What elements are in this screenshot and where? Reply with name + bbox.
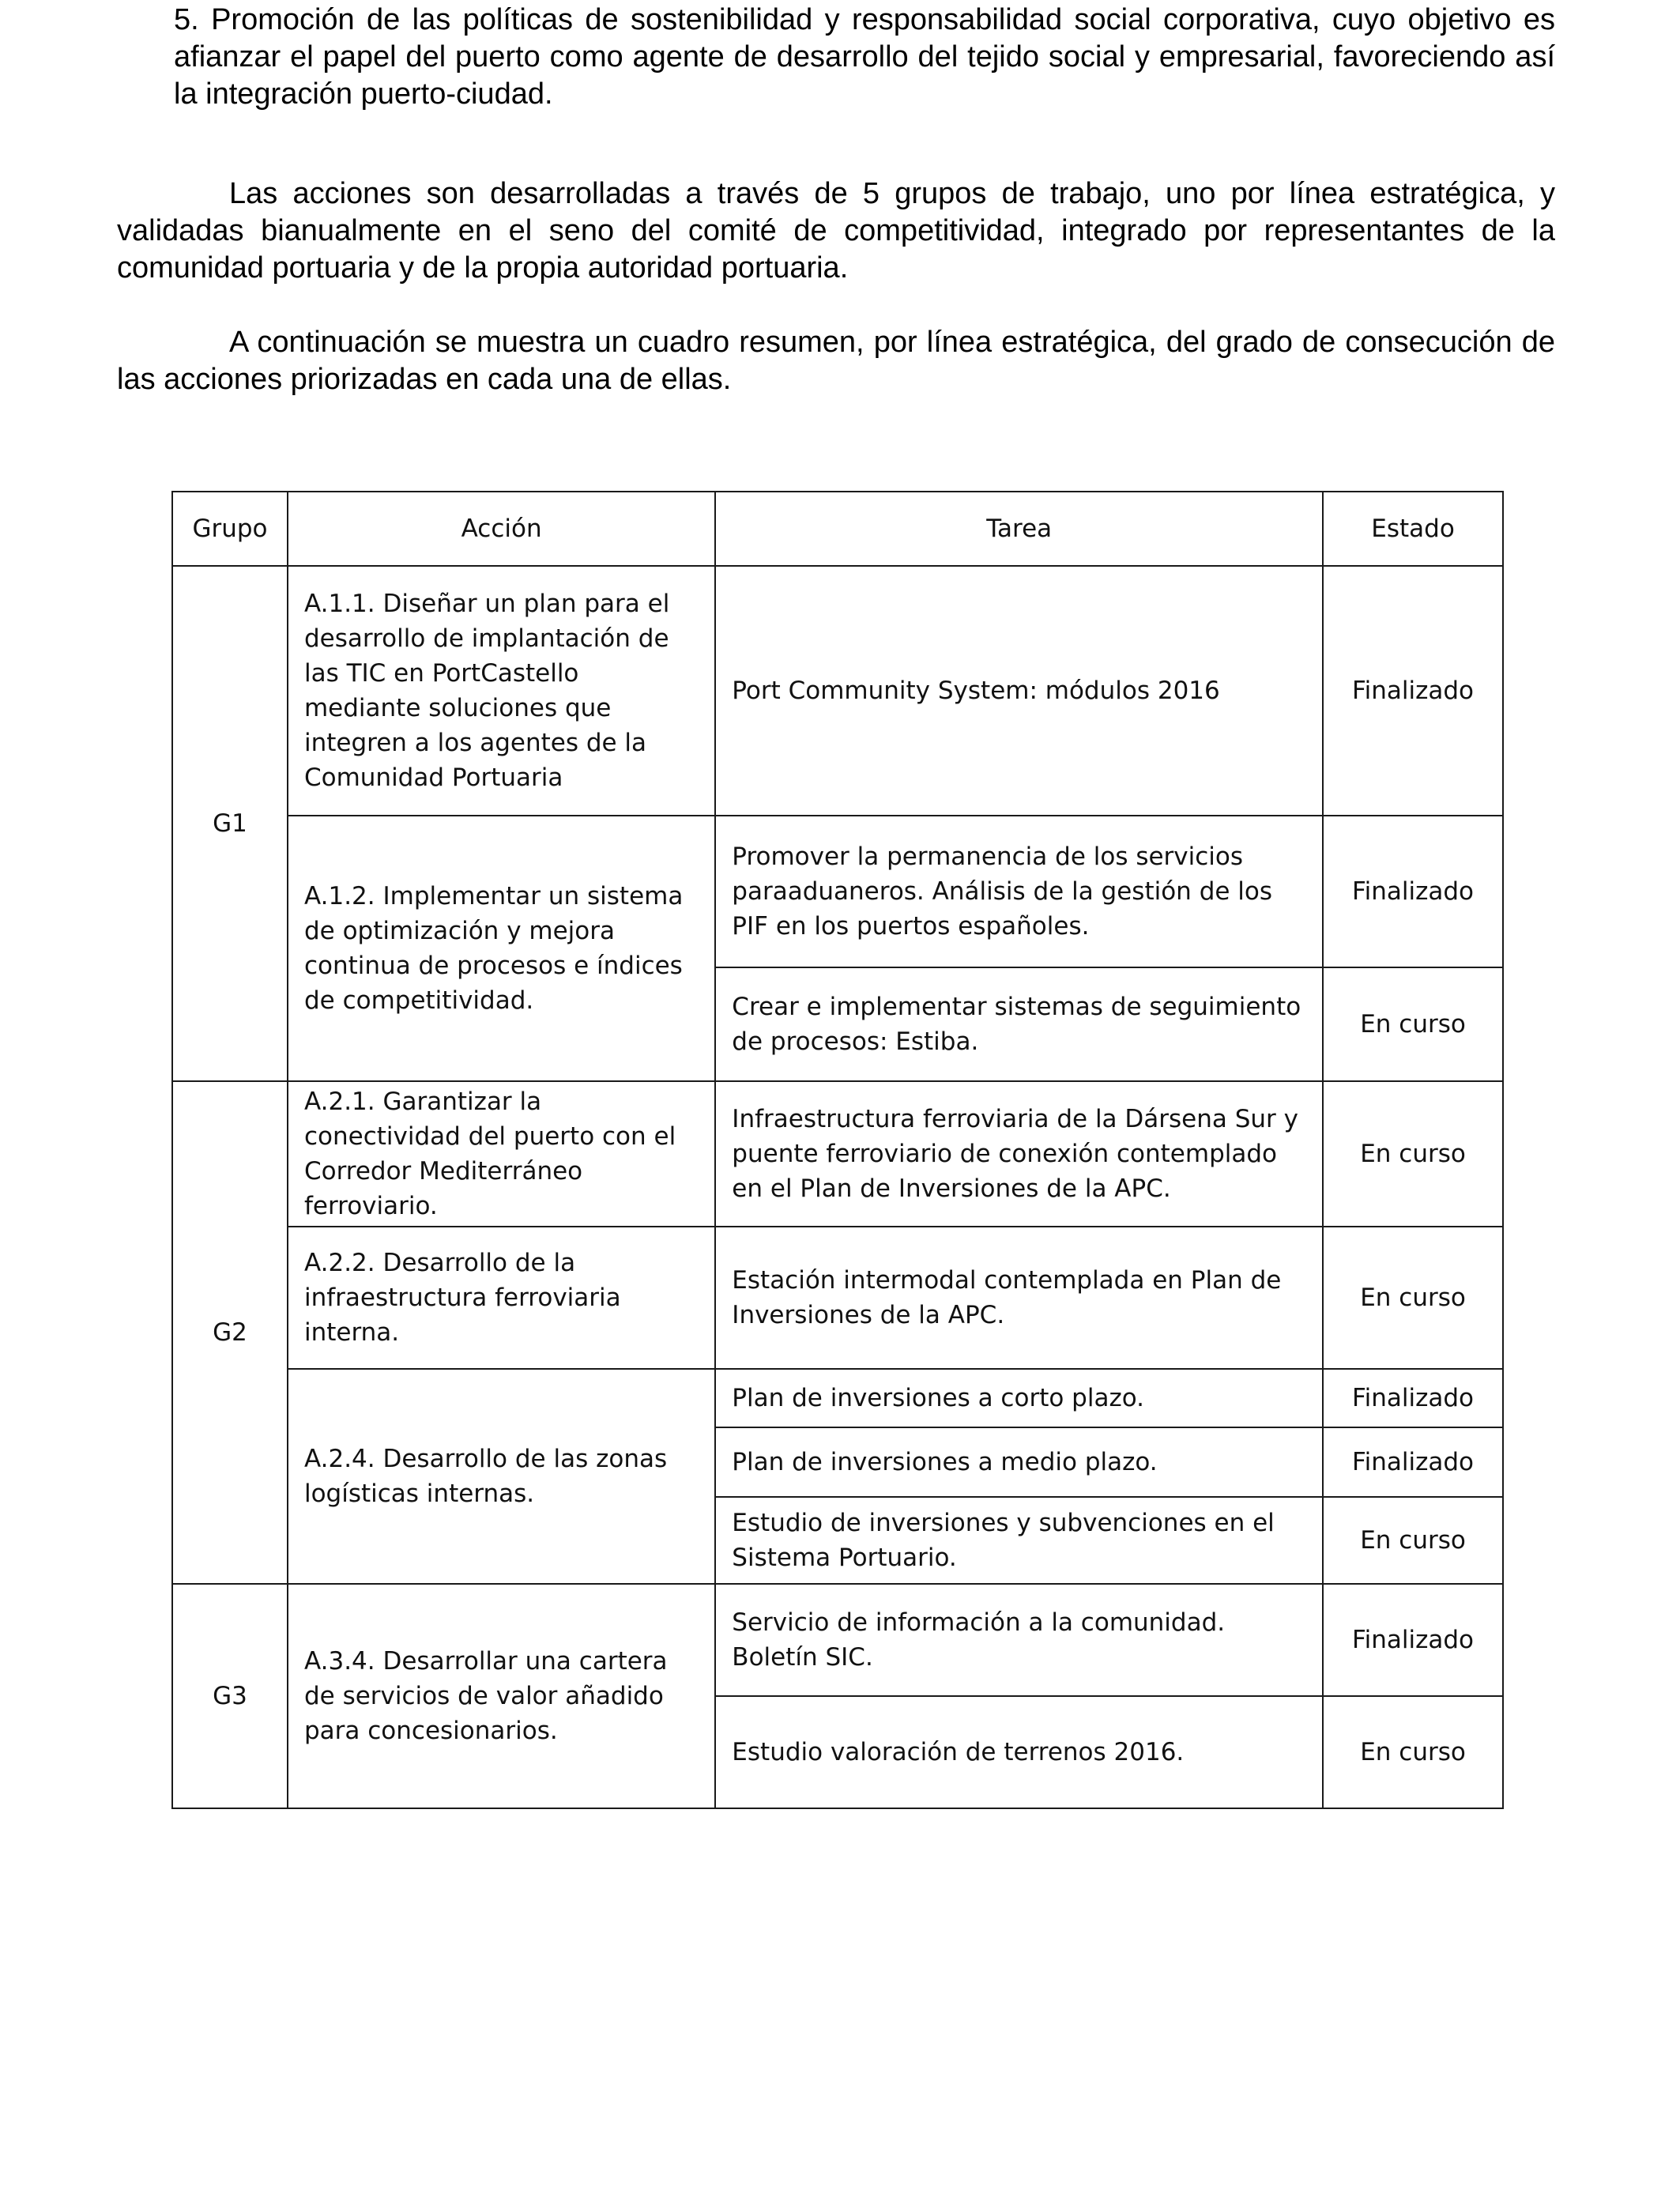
- paragraph-item-5: [174, 2, 1555, 113]
- tarea-cell: Estudio de inversiones y subvenciones en el Sistema Portuario.: [715, 1497, 1323, 1584]
- table-row: [172, 1081, 1503, 1227]
- group-cell: G3: [172, 1584, 288, 1808]
- estado-cell: Finalizado: [1323, 816, 1503, 967]
- table-row: [172, 1584, 1503, 1696]
- paragraph-acciones: Las acciones son desarrolladas a través de 5 grupos de trabajo, uno por línea estratégica, y validadas bianualmente en el seno del comité de competitividad, integrado por representantes de la comunidad portuaria y de la propia autoridad portuaria.: [117, 177, 1555, 285]
- header-grupo: Grupo: [172, 492, 288, 566]
- tarea-cell: Estación intermodal contemplada en Plan de Inversiones de la APC.: [715, 1227, 1323, 1369]
- group-cell: G1: [172, 566, 288, 1081]
- tarea-cell: Estudio valoración de terrenos 2016.: [715, 1696, 1323, 1808]
- accion-cell: A.2.2. Desarrollo de la infraestructura ferroviaria interna.: [288, 1227, 715, 1369]
- estado-cell: En curso: [1323, 967, 1503, 1081]
- table-row: [172, 816, 1503, 967]
- group-cell: G2: [172, 1081, 288, 1584]
- summary-table: [171, 491, 1504, 1809]
- tarea-cell: Promover la permanencia de los servicios paraaduaneros. Análisis de la gestión de los PIF en los puertos españoles.: [715, 816, 1323, 967]
- item-5-text: Promoción de las políticas de sostenibilidad y responsabilidad social corporativa, cuyo objetivo es afianzar el papel del puerto como agente de desarrollo del tejido social y empresarial, favoreciendo así la integración puerto-ciudad.: [174, 3, 1555, 111]
- estado-cell: En curso: [1323, 1081, 1503, 1227]
- tarea-cell: Plan de inversiones a medio plazo.: [715, 1427, 1323, 1497]
- accion-cell: A.2.1. Garantizar la conectividad del puerto con el Corredor Mediterráneo ferroviario.: [288, 1081, 715, 1227]
- header-tarea: Tarea: [715, 492, 1323, 566]
- estado-cell: Finalizado: [1323, 1369, 1503, 1427]
- accion-cell: A.1.2. Implementar un sistema de optimización y mejora continua de procesos e índices de competitividad.: [288, 816, 715, 1081]
- tarea-cell: Crear e implementar sistemas de seguimiento de procesos: Estiba.: [715, 967, 1323, 1081]
- estado-cell: En curso: [1323, 1227, 1503, 1369]
- estado-cell: Finalizado: [1323, 1427, 1503, 1497]
- header-accion: Acción: [288, 492, 715, 566]
- estado-cell: Finalizado: [1323, 566, 1503, 816]
- tarea-cell: Plan de inversiones a corto plazo.: [715, 1369, 1323, 1427]
- estado-cell: Finalizado: [1323, 1584, 1503, 1696]
- estado-cell: En curso: [1323, 1696, 1503, 1808]
- tarea-cell: Infraestructura ferroviaria de la Dársena Sur y puente ferroviario de conexión contemplado en el Plan de Inversiones de la APC.: [715, 1081, 1323, 1227]
- paragraph-continuacion: A continuación se muestra un cuadro resumen, por línea estratégica, del grado de consecución de las acciones priorizadas en cada una de ellas.: [117, 326, 1555, 396]
- table-row: [172, 1227, 1503, 1369]
- item-5-number: 5.: [174, 3, 199, 36]
- header-estado: Estado: [1323, 492, 1503, 566]
- table-row: [172, 566, 1503, 816]
- tarea-cell: Port Community System: módulos 2016: [715, 566, 1323, 816]
- accion-cell: A.3.4. Desarrollar una cartera de servicios de valor añadido para concesionarios.: [288, 1584, 715, 1808]
- table-row: [172, 1369, 1503, 1427]
- tarea-cell: Servicio de información a la comunidad. Boletín SIC.: [715, 1584, 1323, 1696]
- accion-cell: A.2.4. Desarrollo de las zonas logísticas internas.: [288, 1369, 715, 1584]
- estado-cell: En curso: [1323, 1497, 1503, 1584]
- accion-cell: A.1.1. Diseñar un plan para el desarrollo de implantación de las TIC en PortCastello mediante soluciones que integren a los agentes de la Comunidad Portuaria: [288, 566, 715, 816]
- table-header-row: [172, 492, 1503, 566]
